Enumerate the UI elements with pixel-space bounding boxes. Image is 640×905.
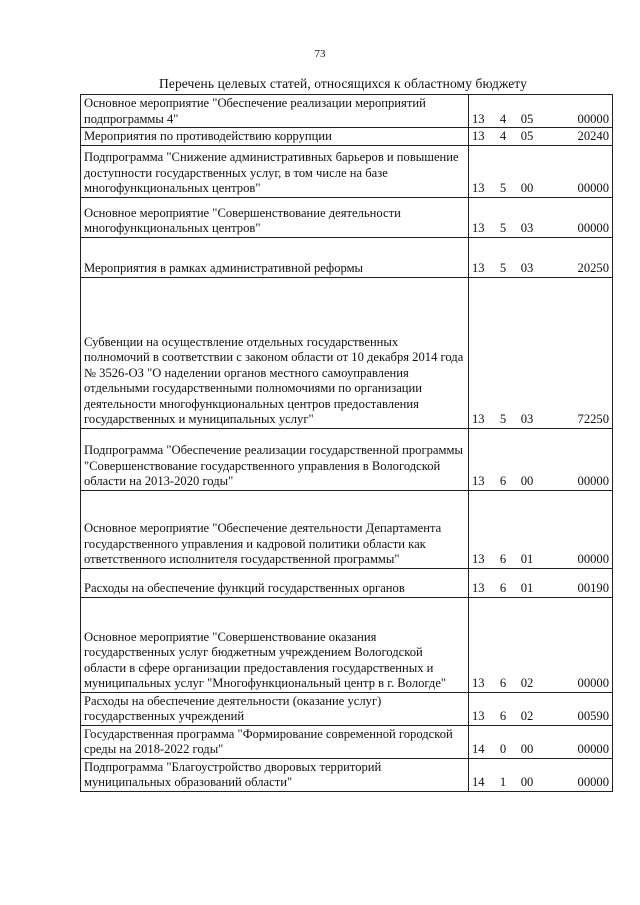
direction-code: 00190 [577,581,609,595]
direction-code: 00590 [577,709,609,723]
article-code [472,474,609,490]
article-code [472,412,609,428]
article-code [472,552,609,568]
article-code [472,676,609,692]
subprogram-code: 6 [499,676,507,690]
program-code: 13 [472,111,485,126]
measure-code: 02 [520,709,534,723]
direction-code: 00000 [577,552,609,566]
article-name: Основное мероприятие "Совершенствование оказания государственных услуг бюджетным учреждением Вологодской области в сфере организации предоставления государственных и муниципальных услуг "Многофункциональный центр в г. Вологде" [84,629,447,690]
table-row [81,197,613,237]
measure-code: 02 [520,676,534,690]
program-code: 13 [472,261,485,275]
direction-code: 00000 [577,775,609,789]
article-name: Расходы на обеспечение деятельности (оказание услуг) государственных учреждений [84,693,382,723]
article-name-cell [81,128,469,146]
article-name-cell [81,145,469,197]
table-row [81,145,613,197]
table-row [81,758,613,791]
article-name-cell [81,197,469,237]
subprogram-code: 5 [499,181,507,195]
program-code: 13 [472,474,485,488]
article-name: Расходы на обеспечение функций государственных органов [84,581,405,595]
subprogram-code: 1 [499,775,507,789]
direction-code: 00000 [577,181,609,195]
subprogram-code: 5 [499,261,507,275]
article-code [472,129,609,145]
program-code: 14 [472,775,485,789]
subprogram-code: 0 [499,742,507,756]
article-code [472,775,609,791]
page-number: 73 [314,48,326,60]
table-row [81,692,613,725]
article-name-cell [81,428,469,490]
subprogram-code: 6 [499,474,507,488]
article-code-cell [469,428,613,490]
program-code: 14 [472,742,485,756]
program-code: 13 [472,129,485,143]
article-name-cell [81,597,469,692]
direction-code: 00000 [577,742,609,756]
measure-code: 00 [520,742,534,756]
measure-code: 00 [520,474,534,488]
measure-code: 01 [520,581,534,595]
table-row [81,428,613,490]
measure-code: 03 [520,261,534,275]
article-code-cell [469,725,613,758]
measure-code: 00 [520,181,534,195]
program-code: 13 [472,181,485,195]
table-row [81,597,613,692]
direction-code: 20250 [577,261,609,275]
article-code-cell [469,692,613,725]
article-code-cell [469,568,613,597]
article-name: Основное мероприятие "Обеспечение деятельности Департамента государственного управления и кадровой политики области как ответственного исполнителя государственной программы" [84,521,442,566]
article-code-cell [469,597,613,692]
table-row [81,490,613,568]
article-name-cell [81,490,469,568]
article-code-cell [469,145,613,197]
program-code: 13 [472,581,485,595]
subprogram-code: 6 [499,581,507,595]
table-row [81,95,613,128]
article-code-cell [469,95,613,128]
article-code [472,181,609,197]
article-name: Мероприятия по противодействию коррупции [84,129,332,143]
article-code-cell [469,490,613,568]
table-row [81,277,613,428]
article-name-cell [81,95,469,128]
article-name-cell [81,725,469,758]
subprogram-code: 5 [499,412,507,426]
table-row [81,568,613,597]
direction-code: 00000 [577,221,609,235]
target-articles-table [80,94,613,792]
article-name: Подпрограмма "Снижение административных барьеров и повышение доступности государственных услуг, в том числе на базе многофункциональных центров" [84,150,459,195]
table-row [81,237,613,277]
article-name-cell [81,758,469,791]
article-name-cell [81,568,469,597]
article-code [472,581,609,597]
document-title: Перечень целевых статей, относящихся к областному бюджету [159,76,527,91]
program-code: 13 [472,676,485,690]
table-row [81,128,613,146]
article-code-cell [469,128,613,146]
program-code: 13 [472,221,485,235]
article-name: Субвенции на осуществление отдельных государственных полномочий в соответствии с законом области от 10 декабря 2014 года № 3526-ОЗ "О наделении органов местного самоуправления отдельными государственными полномочиями по организации деятельности многофункциональных центров предоставления государственных и муниципальных услуг" [84,334,464,426]
article-code [472,709,609,725]
table-body [81,95,613,792]
article-code [472,742,609,758]
article-code [472,112,609,128]
program-code: 13 [472,552,485,566]
program-code: 13 [472,412,485,426]
subprogram-code: 6 [499,552,507,566]
measure-code: 03 [520,412,534,426]
direction-code: 00000 [577,676,609,690]
article-name: Мероприятия в рамках административной реформы [84,261,364,275]
article-code-cell [469,237,613,277]
subprogram-code: 5 [499,221,507,235]
direction-code: 72250 [577,412,609,426]
direction-code: 20240 [577,129,609,143]
article-name-cell [81,692,469,725]
measure-code: 03 [520,221,534,235]
article-code [472,261,609,277]
article-name-cell [81,277,469,428]
measure-code: 00 [520,775,534,789]
article-code-cell [469,277,613,428]
measure-code: 01 [520,552,534,566]
article-name: Основное мероприятие "Совершенствование деятельности многофункциональных центров" [84,205,401,235]
subprogram-code: 4 [499,111,507,126]
measure-code: 05 [520,129,534,143]
article-name: Подпрограмма "Благоустройство дворовых территорий муниципальных образований области" [84,759,382,789]
article-name: Подпрограмма "Обеспечение реализации государственной программы "Совершенствование государственного управления в Вологодской области на 2013-2020 годы" [84,443,463,488]
article-name-cell [81,237,469,277]
subprogram-code: 6 [499,709,507,723]
program-code: 13 [472,709,485,723]
article-code-cell [469,197,613,237]
direction-code: 00000 [577,474,609,488]
article-name: Государственная программа "Формирование современной городской среды на 2018-2022 годы" [84,726,453,756]
article-code-cell [469,758,613,791]
article-name: Основное мероприятие "Обеспечение реализации мероприятий подпрограммы 4" [84,96,426,126]
direction-code: 00000 [577,111,609,126]
table-row [81,725,613,758]
article-code [472,221,609,237]
subprogram-code: 4 [499,129,507,143]
measure-code: 05 [520,111,534,126]
